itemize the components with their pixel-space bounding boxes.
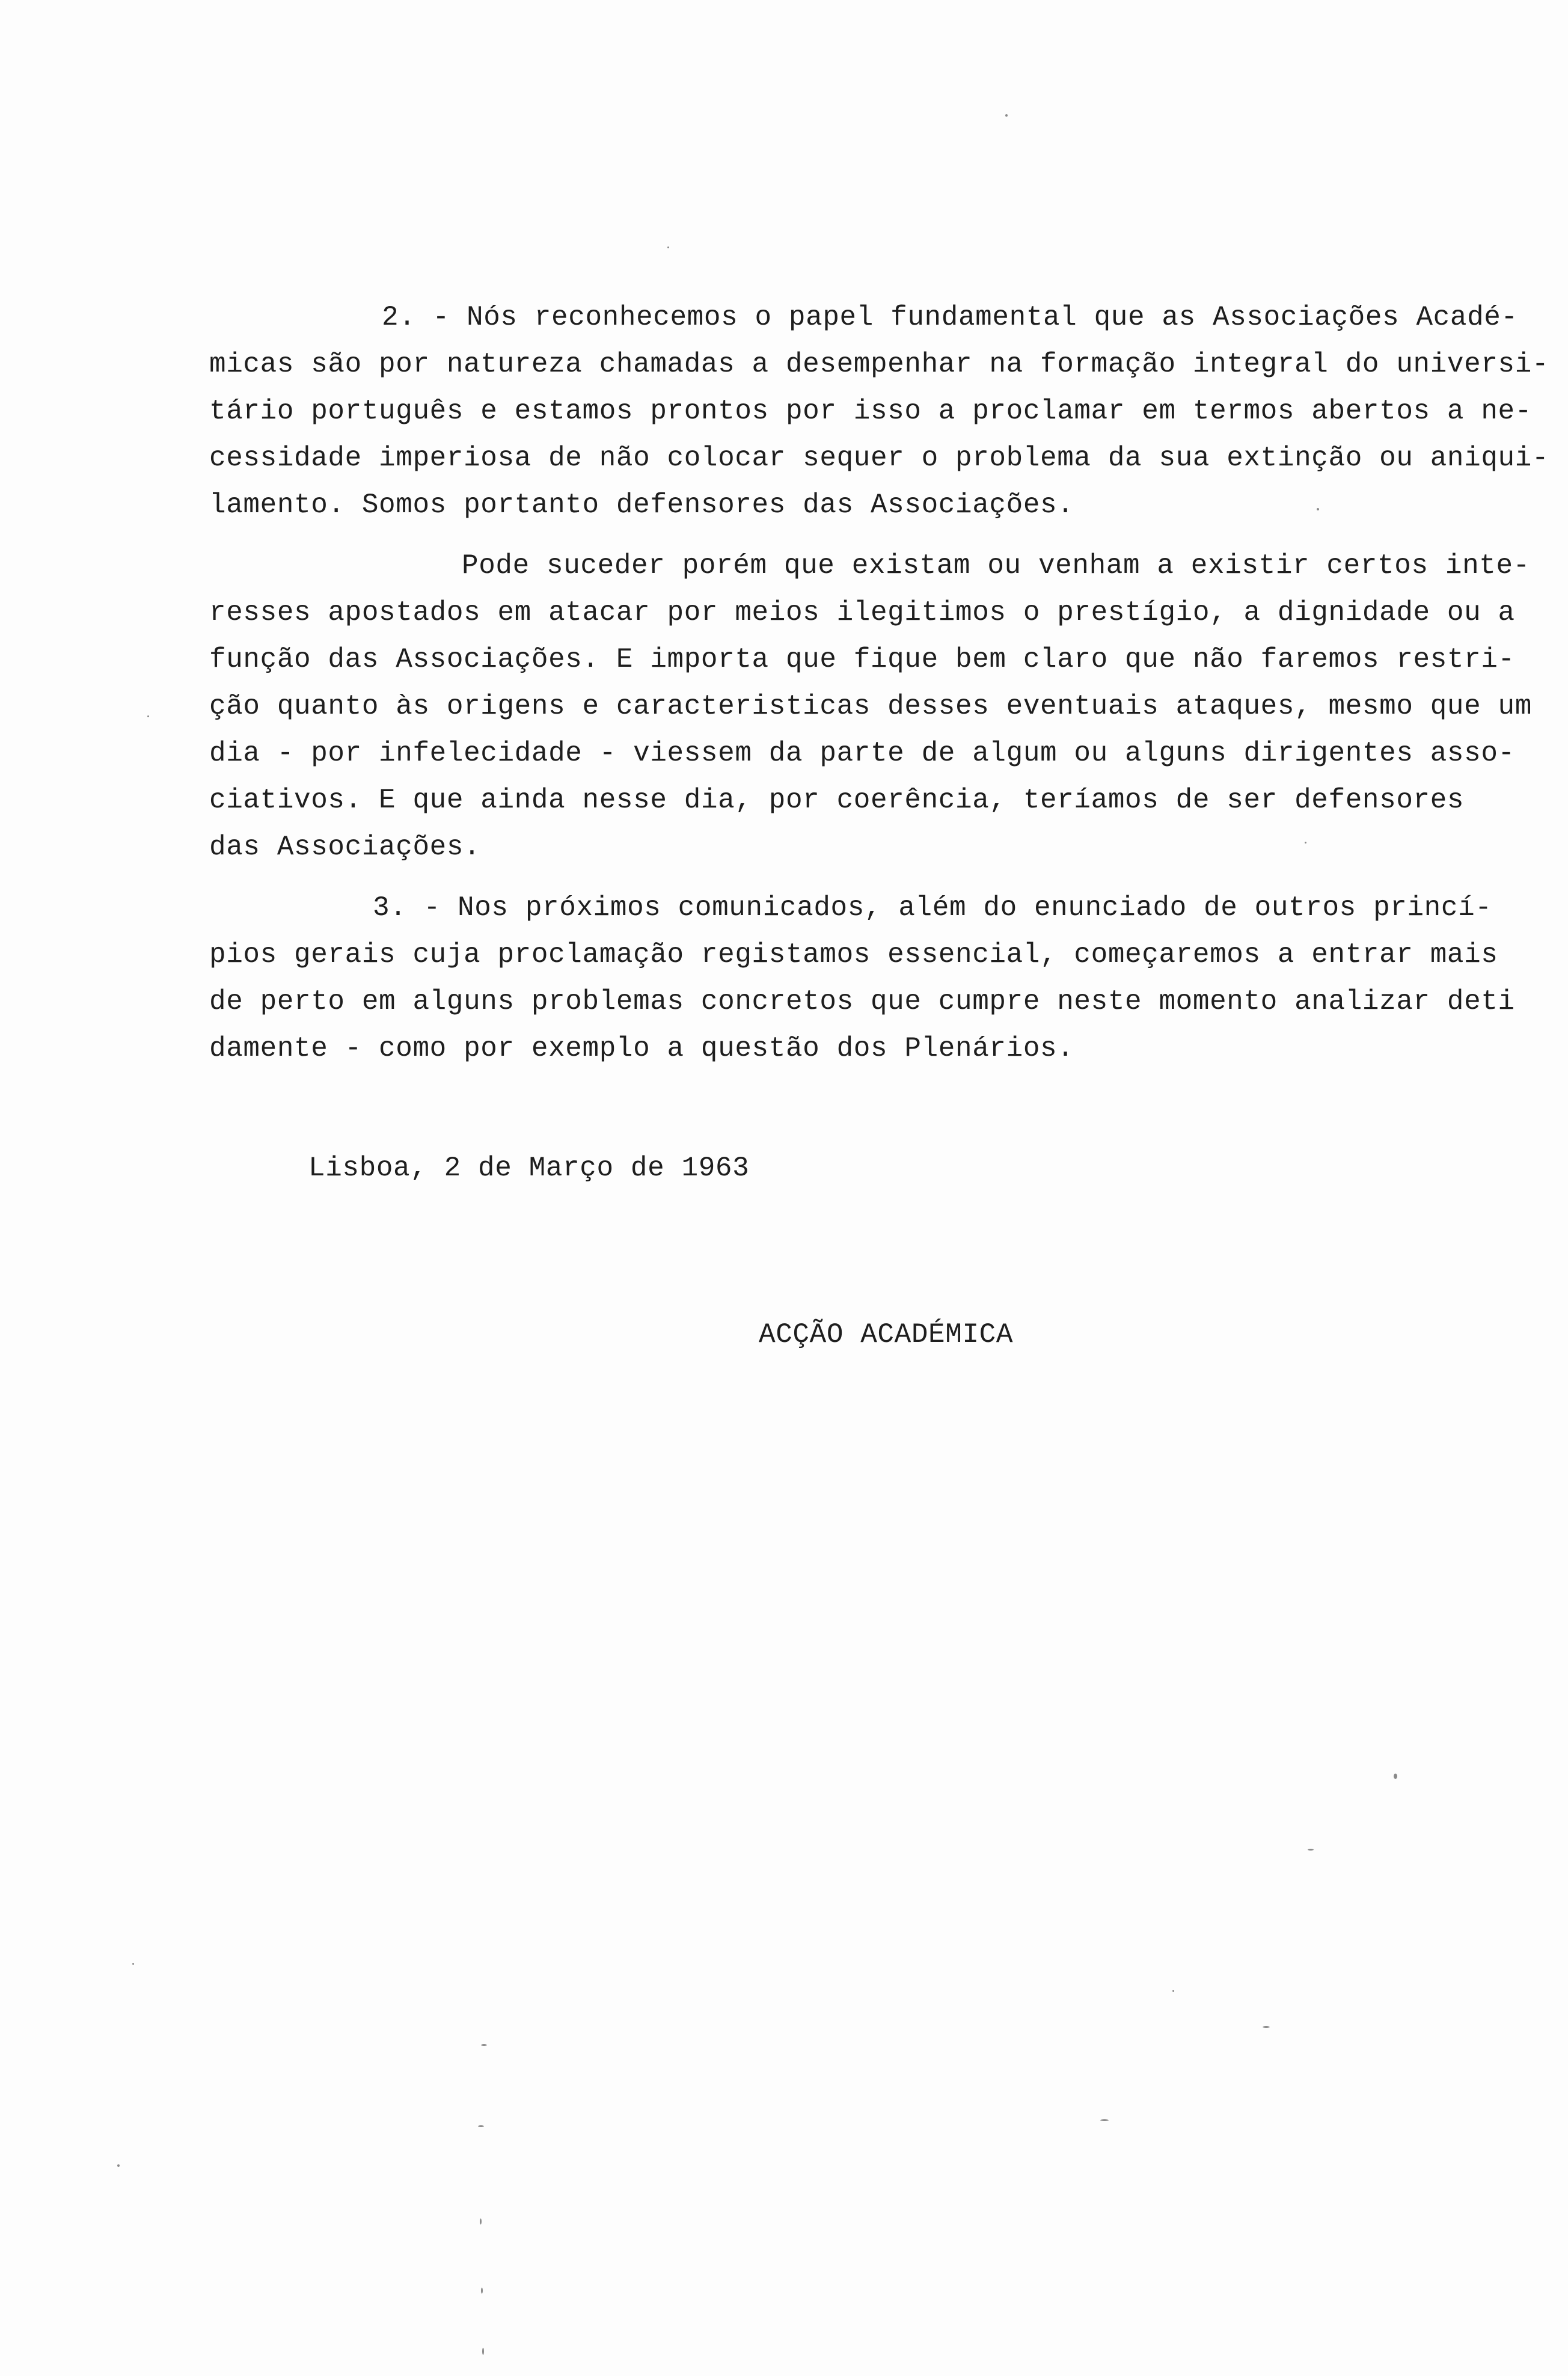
section-2-line-3: tário português e estamos prontos por isso a proclamar em termos abertos a ne- [209,396,1532,427]
paragraph-2-line-3: função das Associações. E importa que fique bem claro que não faremos restri- [209,644,1515,675]
signature: ACÇÃO ACADÉMICA [759,1319,1014,1350]
section-2-line-4: cessidade imperiosa de não colocar sequer o problema da sua extinção ou aniqui- [209,442,1549,474]
speck [147,715,149,717]
paragraph-2-line-1: Pode suceder porém que existam ou venham a existir certos inte- [462,550,1530,581]
speck [1005,114,1008,117]
speck [1172,1990,1174,1992]
place-date: Lisboa, 2 de Março de 1963 [308,1153,750,1184]
section-2-line-1: 2. - Nós reconhecemos o papel fundamental que as Associações Acadé- [382,302,1518,333]
speck [1317,508,1319,510]
speck [117,2164,120,2167]
paragraph-2-line-7: das Associações. [209,831,481,863]
speck [1394,1774,1397,1779]
speck [482,2348,484,2355]
speck [132,1963,134,1965]
section-3-line-3: de perto em alguns problemas concretos que cumpre neste momento analizar deti [209,986,1515,1017]
speck [667,246,669,248]
speck [480,2218,482,2224]
speck [1305,842,1306,844]
speck [478,2125,484,2127]
speck [481,2044,487,2046]
speck [1100,2119,1109,2121]
paragraph-2-line-6: ciativos. E que ainda nesse dia, por coerência, teríamos de ser defensores [209,785,1465,816]
section-3-line-4: damente - como por exemplo a questão dos Plenários. [209,1033,1074,1064]
speck [1263,2026,1270,2028]
section-2-line-2: micas são por natureza chamadas a desempenhar na formação integral do universi- [209,349,1549,380]
section-3-line-2: pios gerais cuja proclamação registamos essencial, começaremos a entrar mais [209,939,1498,970]
paragraph-2-line-4: ção quanto às origens e caracteristicas desses eventuais ataques, mesmo que um [209,691,1532,722]
section-3-line-1: 3. - Nos próximos comunicados, além do enunciado de outros princí- [373,892,1492,923]
speck [1308,1849,1314,1851]
section-2-line-5: lamento. Somos portanto defensores das Associações. [209,489,1074,521]
paragraph-2-line-5: dia - por infelecidade - viessem da parte de algum ou alguns dirigentes asso- [209,738,1515,769]
speck [481,2288,483,2294]
paragraph-2-line-2: resses apostados em atacar por meios ilegitimos o prestígio, a dignidade ou a [209,597,1515,628]
